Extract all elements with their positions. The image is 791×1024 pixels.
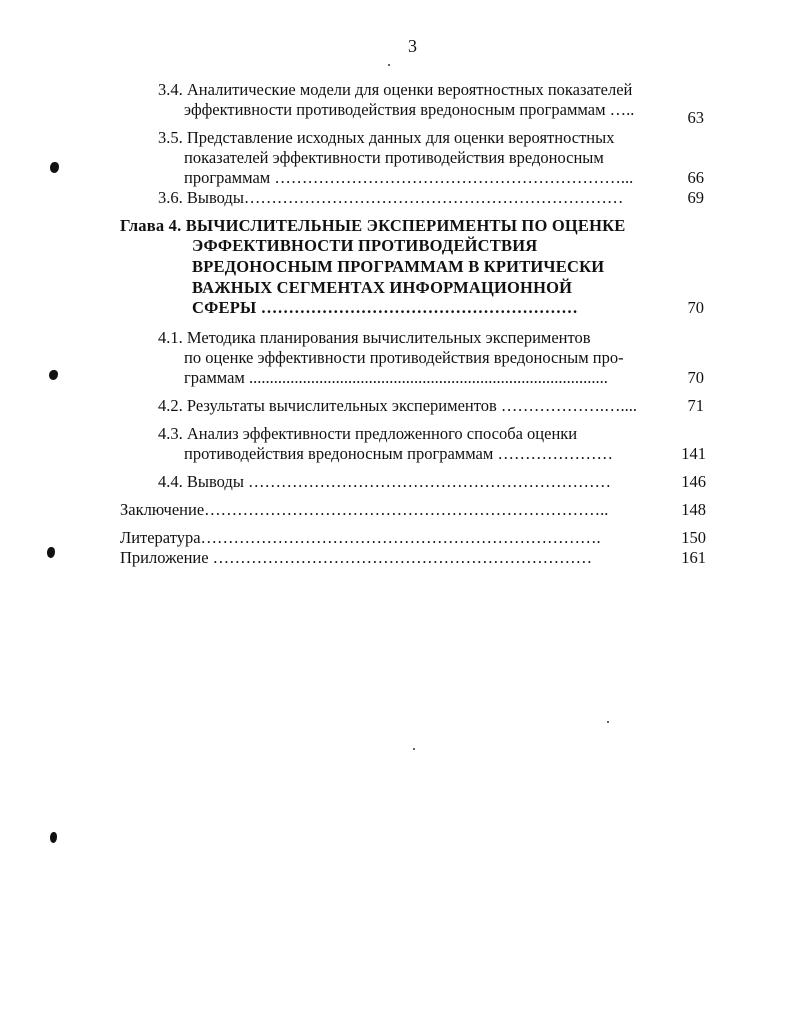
toc-entry-page: 66 [687, 168, 704, 187]
toc-entry-title-line: показателей эффективности противодействия вредоносным [184, 148, 604, 167]
toc-entry-title-line: Заключение……………………………………………………………….. [120, 500, 609, 519]
chapter-title-line: ВАЖНЫХ СЕГМЕНТАХ ИНФОРМАЦИОННОЙ [192, 278, 573, 297]
toc-entry-page: 141 [681, 444, 706, 463]
toc-entry-page: 71 [687, 396, 704, 415]
toc-entry-title-line: 4.4. Выводы ………………………………………………………… [158, 472, 612, 491]
toc-entry-title-line: Приложение …………………………………………………………… [120, 548, 593, 567]
chapter-title-line: СФЕРЫ ………………………………………………… [192, 298, 578, 317]
scan-mark [50, 162, 59, 173]
scan-speck [607, 721, 609, 723]
toc-entry-title-line: 3.4. Аналитические модели для оценки вероятностных показателей [158, 80, 633, 99]
scan-speck [388, 64, 390, 66]
toc-entry-title-line: программам ………………………………………………………... [184, 168, 634, 187]
toc-entry-page: 150 [681, 528, 706, 547]
toc-entry-page: 161 [681, 548, 706, 567]
toc-entry-title-line: 3.6. Выводы…………………………………………………………… [158, 188, 624, 207]
toc-entry-title-line: 4.3. Анализ эффективности предложенного способа оценки [158, 424, 578, 443]
toc-entry-title-line: противодействия вредоносным программам ………………… [184, 444, 613, 463]
toc-entry-page: 70 [687, 298, 704, 317]
toc-entry-page: 70 [687, 368, 704, 387]
page-number: 3 [408, 36, 417, 56]
toc-entry-page: 69 [687, 188, 704, 207]
toc-entry-title-line: 4.2. Результаты вычислительных экспериментов ……………….….... [158, 396, 638, 415]
scan-mark [49, 370, 58, 380]
toc-entry-title-line: Литература………………………………………………………………. [120, 528, 601, 547]
chapter-title-line: ВРЕДОНОСНЫМ ПРОГРАММАМ В КРИТИЧЕСКИ [192, 257, 605, 276]
toc-entry-title-line: эффективности противодействия вредоносным программам ….. [184, 100, 635, 119]
toc-entry-page: 146 [681, 472, 706, 491]
toc-entry-title-line: 3.5. Представление исходных данных для оценки вероятностных [158, 128, 615, 147]
scan-speck [413, 748, 415, 750]
toc-entry-title-line: 4.1. Методика планирования вычислительных экспериментов [158, 328, 591, 347]
toc-entry-title-line: граммам ....................................................................................... [184, 368, 608, 387]
scan-mark [50, 832, 57, 843]
chapter-title-line: ЭФФЕКТИВНОСТИ ПРОТИВОДЕЙСТВИЯ [192, 236, 538, 255]
toc-entry-page: 148 [681, 500, 706, 519]
toc-entry-page: 63 [687, 108, 704, 127]
chapter-title-line: Глава 4. ВЫЧИСЛИТЕЛЬНЫЕ ЭКСПЕРИМЕНТЫ ПО ОЦЕНКЕ [120, 216, 626, 235]
scan-mark [47, 547, 55, 558]
toc-entry-title-line: по оценке эффективности противодействия вредоносным про- [184, 348, 624, 367]
